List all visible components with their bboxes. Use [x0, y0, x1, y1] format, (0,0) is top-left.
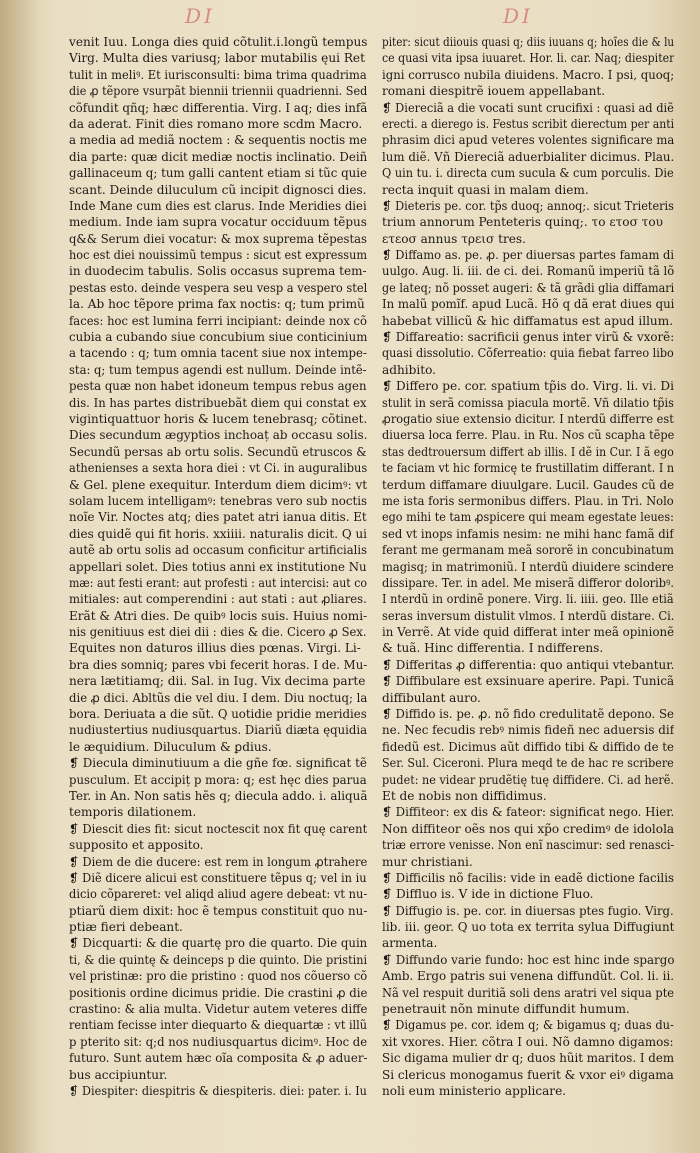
- text-line: supposito et apposito.: [69, 838, 204, 853]
- text-line: solam lucem intelligamꝰ: tenebras vero sub noctis: [69, 493, 367, 508]
- text-line: temporis dilationem.: [69, 805, 197, 820]
- text-line: le æquidium. Diluculum & ꝑdius.: [69, 739, 272, 754]
- text-line: diuersa loca ferre. Plau. in Ru. Nos cũ scapha tẽpe: [382, 428, 674, 443]
- text-line: ❡ Diffareatio: sacrificii genus inter virũ & vxorẽ:: [382, 330, 674, 345]
- text-line: ❡ Diem de die ducere: est rem in longum ꝓtrahere: [69, 854, 367, 869]
- text-line: ❡ Diẽ dicere alicui est constituere tẽpus q; vel in iu: [69, 870, 367, 885]
- text-line: recta inquit quasi in malam diem.: [382, 182, 589, 197]
- text-line: ꝓrogatio siue extensio dicitur. I nterdũ differre est: [382, 411, 674, 426]
- text-line: vel pristinæ: pro die pristino : quod nos cõuerso cõ: [69, 969, 367, 984]
- text-line: die ꝓ tẽpore vsurpãt biennii triennii quadrienni. Sed: [69, 84, 367, 99]
- text-line: ne. Nec fecudis rebꝰ nimis fideñ nec aduersis dif: [382, 723, 674, 738]
- text-line: die ꝓ dici. Abltũs die vel diu. I dem. Diu noctuq; la: [69, 690, 367, 705]
- text-line: noli eum ministerio applicare.: [382, 1084, 567, 1098]
- text-line: habebat villicũ & hic diffamatus est apud illum.: [382, 313, 674, 328]
- text-line: Secundũ persas ab ortu solis. Secundũ etruscos &: [69, 444, 367, 459]
- text-line: ❡ Dicquarti: & die quartę pro die quarto. Die quin: [69, 936, 367, 951]
- text-line: ❡ Diespiter: diespitris & diespiteris. diei: pater. i. Iu: [69, 1084, 367, 1098]
- running-head-right: DI: [503, 4, 533, 28]
- text-line: q&& Serum diei vocatur: & mox suprema tẽpestas: [69, 231, 367, 246]
- text-line: crastino: & alia multa. Videtur autem veteres diffe: [69, 1002, 367, 1017]
- text-line: & tuã. Hinc differentia. I ndifferens.: [382, 641, 604, 656]
- text-line: la. Ab hoc tẽpore prima fax noctis: q; tum primũ: [69, 297, 365, 312]
- left-column: [69, 34, 367, 1099]
- text-line: in duodecim tabulis. Solis occasus suprema tem-: [69, 264, 367, 279]
- text-line: Erãt & Atri dies. De quibꝰ locis suis. Huius nomi-: [69, 608, 367, 623]
- text-line: gallinaceum q; tum galli cantent etiam si tũc quie: [69, 166, 367, 181]
- text-line: ❡ Diffido is. pe. ꝓ. nõ fido credulitatẽ depono. Se: [382, 707, 674, 722]
- text-line: hoc est diei nouissimũ tempus : sicut est expressum: [69, 248, 367, 263]
- text-line: ❡ Diecula diminutiuum a die gñe fœ. significat tẽ: [69, 756, 367, 771]
- text-line: positionis ordine dicimus pridie. Die crastini ꝓ die: [69, 985, 367, 1000]
- text-line: romani diespitrẽ iouem appellabant.: [382, 84, 606, 99]
- text-line: sed vt inops infamis nesim: ne mihi hanc famã dif: [382, 526, 674, 541]
- text-line: igni corrusco nubila diuidens. Macro. I psi, quoq;: [382, 67, 674, 82]
- text-line: autẽ ab ortu solis ad occasum conficitur artificialis: [69, 543, 367, 558]
- text-line: a media ad mediã noctem : & sequentis noctis me: [69, 133, 367, 148]
- text-line: venit Iuu. Longa dies quid cõtulit.i.longũ tempus: [69, 35, 367, 49]
- text-line: scant. Deinde diluculum cũ incipit dignosci dies.: [69, 182, 367, 197]
- text-line: da aderat. Finit dies romano more scdm Macro.: [69, 116, 363, 131]
- right-column: [382, 34, 674, 1099]
- text-line: faces: hoc est lumina ferri incipiant: deinde nox cõ: [69, 313, 367, 328]
- text-line: Inde Mane cum dies est clarus. Inde Meridies diei: [69, 198, 367, 213]
- text-line: ❡ Diffiteor: ex dis & fateor: significat nego. Hier.: [382, 805, 674, 820]
- text-line: ❡ Dieteris pe. cor. tp̃s duoq; annoq;. sicut Trieteris: [382, 198, 674, 213]
- text-line: I nterdũ in ordinẽ ponere. Virg. li. iiii. geo. Ille etiã: [382, 592, 674, 607]
- text-line: Ser. Sul. Ciceroni. Plura meqd te de hac re scribere: [382, 756, 674, 771]
- text-line: Ter. in An. Non satis hẽs q; diecula addo. i. aliquã: [69, 788, 367, 803]
- text-line: ferant me germanam meã sororẽ in concubinatum: [382, 543, 674, 558]
- text-line: phrasim dici apud veteres volentes significare ma: [382, 133, 674, 148]
- text-line: bus accipiuntur.: [69, 1067, 168, 1082]
- text-line: Si clericus monogamus fuerit & vxor eiꝰ digama: [382, 1067, 674, 1082]
- text-line: penetrauit nõn minute diffundit humum.: [382, 1002, 630, 1017]
- text-line: ❡ Difficilis nõ facilis: vide in eadẽ dictione facilis: [382, 870, 674, 885]
- text-line: trium annorum Penteteris quinq;. το ετοσ του: [382, 215, 664, 230]
- text-line: dis. In has partes distribuebãt diem qui constat ex: [69, 395, 367, 410]
- text-line: lum diẽ. Vñ Diereciã aduerbialiter dicimus. Plau.: [382, 149, 674, 164]
- text-line: pesta quæ non habet idoneum tempus rebus agen: [69, 379, 367, 394]
- text-line: ❡ Diffundo varie fundo: hoc est hinc inde spargo: [382, 952, 674, 967]
- text-line: & Gel. plene exequitur. Interdum diem dicimꝰ: vt: [69, 477, 367, 492]
- text-line: Virg. Multa dies variusq; labor mutabilis ęui Ret: [69, 51, 365, 66]
- text-line: diffibulant auro.: [382, 690, 481, 705]
- text-line: nudiustertius nudiusquartus. Diariũ diæta ęquidia: [69, 723, 367, 738]
- text-line: tulit in meliꝰ. Et iurisconsulti: bima trima quadrima: [69, 67, 367, 82]
- text-line: magisq; in matrimoniũ. I nterdũ diuidere scindere: [382, 559, 674, 574]
- text-line: dicio cõpareret: vel aliqd aliud agere debeat: vt nu-: [69, 887, 367, 902]
- text-line: ti, & die quintę & deinceps p die quinto. Die pristini: [69, 952, 367, 967]
- text-line: pestas esto. deinde vespera seu vesp a vespero stel: [69, 280, 367, 295]
- text-line: ce quasi vita ipsa iuuaret. Hor. li. car. Naq; diespiter: [382, 51, 674, 66]
- text-line: dia parte: quæ dicit mediæ noctis inclinatio. Deiñ: [69, 149, 367, 164]
- text-line: sta: q; tum tempus agendi est nullum. Deinde intẽ-: [69, 362, 367, 377]
- text-line: mæ: aut festi erant: aut profesti : aut intercisi: aut co: [69, 575, 367, 590]
- text-line: appellari solet. Dies totius anni ex institutione Nu: [69, 559, 367, 574]
- text-line: dissipare. Ter. in adel. Me miserã differor doloribꝰ.: [382, 575, 674, 590]
- text-line: ❡ Diffugio is. pe. cor. in diuersas ptes fugio. Virg.: [382, 903, 674, 918]
- text-line: p pterito sit: q;d nos nudiusquartus dicimꝰ. Hoc de: [69, 1034, 367, 1049]
- text-line: a tacendo : q; tum omnia tacent siue nox intempe-: [69, 346, 367, 361]
- text-line: triæ errore venisse. Non enĩ nascimur: sed renasci-: [382, 838, 674, 853]
- text-line: nera lætitiamq; dii. Sal. in Iug. Vix decima parte: [69, 674, 366, 689]
- text-line: ❡ Diffluo is. V ide in dictione Fluo.: [382, 887, 594, 902]
- text-line: xit vxores. Hier. cõtra I oui. Nõ damno digamos:: [382, 1034, 674, 1049]
- text-line: Nã vel respuit duritiã soli dens aratri vel siqua pte: [382, 985, 674, 1000]
- binding-shadow: [0, 0, 40, 1153]
- text-line: ego mihi te tam ꝓspicere qui meam egestate leues:: [382, 510, 674, 525]
- text-line: ❡ Digamus pe. cor. idem q; & bigamus q; duas du-: [382, 1018, 674, 1033]
- text-line: mur christiani.: [382, 854, 473, 869]
- text-line: te faciam vt hic formicę te frustillatim differant. I n: [382, 461, 674, 476]
- text-line: cõfundit qñq; hæc differentia. Virg. I aq; dies infã: [69, 100, 367, 115]
- text-line: Sic digama mulier dr q; duos hũit maritos. I dem: [382, 1051, 674, 1066]
- text-line: seras inversum distulit vlmos. I nterdũ distare. Ci.: [382, 608, 674, 623]
- text-line: terdum diffamare diuulgare. Lucil. Gaudes cũ de: [382, 477, 674, 492]
- text-line: me ista foris sermonibus differs. Plau. in Tri. Nolo: [382, 493, 674, 508]
- text-line: dies quidẽ qui fit horis. xxiiii. naturalis dicit. Q ui: [69, 526, 367, 541]
- text-line: ετεοσ annus τρεισ tres.: [382, 231, 526, 246]
- text-line: rentiam fecisse inter diequarto & diequartæ : vt illũ: [69, 1018, 367, 1033]
- text-line: pusculum. Et accipiț p mora: q; est hęc dies parua: [69, 772, 367, 787]
- text-line: uulgo. Aug. li. iii. de ci. dei. Romanũ imperiũ tã lõ: [382, 264, 674, 279]
- text-line: in Verrẽ. At vide quid differat inter meã opinionẽ: [382, 625, 674, 640]
- text-line: stas dedtrouersum differt ab illis. I dẽ in Cur. I ã ego: [382, 444, 674, 459]
- text-line: Amb. Ergo patris sui venena diffundũt. Col. li. ii.: [382, 969, 674, 984]
- text-line: pudet: ne videar prudẽtię tuę diffidere. Ci. ad herẽ.: [382, 772, 674, 787]
- text-line: cubia a cubando siue concubium siue conticinium: [69, 330, 367, 345]
- text-line: Non diffiteor oẽs nos qui xp̃o credimꝰ de idolola: [382, 821, 674, 836]
- text-line: adhibito.: [382, 362, 436, 377]
- text-line: bra dies somniq; pares vbi fecerit horas. I de. Mu-: [69, 657, 367, 672]
- text-line: ptiarũ diem dixit: hoc ẽ tempus constituit quo nu-: [69, 903, 367, 918]
- text-line: nis genitiuus est diei dii : dies & die. Cicero ꝓ Sex.: [69, 625, 367, 640]
- text-line: ❡ Diffamo as. pe. ꝓ. per diuersas partes famam di: [382, 248, 674, 263]
- text-line: athenienses a sexta hora diei : vt Ci. in auguralibus: [69, 461, 367, 476]
- text-line: ptiæ fieri debeant.: [69, 920, 183, 935]
- text-line: futuro. Sunt autem hæc oĩa composita & ꝓ aduer-: [69, 1051, 367, 1066]
- text-line: Et de nobis non diffidimus.: [382, 788, 547, 803]
- text-line: quasi dissolutio. Cõferreatio: quia fiebat farreo libo: [382, 346, 674, 361]
- text-line: stulit in serã comissa piacula mortẽ. Vñ dilatio tp̃is: [382, 395, 674, 410]
- running-head-left: DI: [185, 4, 215, 28]
- text-line: piter: sicut diiouis quasi q; diis iuuans q; hoĩes die & lu: [382, 35, 674, 49]
- text-line: noĩe Vir. Noctes atq; dies patet atri ianua ditis. Et: [69, 510, 367, 525]
- text-line: medium. Inde iam supra vocatur occiduum tẽpus: [69, 215, 367, 230]
- text-line: ❡ Diereciã a die vocati sunt crucifixi : quasi ad diẽ: [382, 100, 674, 115]
- text-line: ❡ Differitas ꝓ differentia: quo antiqui vtebantur.: [382, 657, 674, 672]
- text-line: lib. iii. geor. Q uo tota ex territa sylua Diffugiunt: [382, 920, 674, 935]
- text-line: Q uin tu. i. directa cum sucula & cum porculis. Die: [382, 166, 674, 181]
- text-line: mitiales: aut comperendini : aut stati : aut ꝓliares.: [69, 592, 367, 607]
- text-line: vigintiquattuor horis & lucem tenebrasq; cõtinet.: [69, 411, 367, 426]
- text-line: ❡ Differo pe. cor. spatium tp̃is do. Virg. li. vi. Di: [382, 379, 674, 394]
- text-line: armenta.: [382, 936, 438, 951]
- text-line: fidedũ est. Dicimus aũt diffido tibi & diffido de te: [382, 739, 674, 754]
- text-line: Equites non daturos illius dies pœnas. Virgi. Li-: [69, 641, 361, 656]
- text-line: In malũ pomĩf. apud Lucã. Hõ q dã erat diues qui: [382, 297, 674, 312]
- text-line: bora. Deriuata a die sũt. Q uotidie pridie meridies: [69, 707, 367, 722]
- text-line: ge lateq; nõ posset augeri: & tã grãdi glia diffamari: [382, 280, 674, 295]
- text-line: ❡ Diffibulare est exsinuare aperire. Papi. Tunicã: [382, 674, 674, 689]
- text-line: Dies secundum ægyptios inchoaț ab occasu solis.: [69, 428, 367, 443]
- text-line: erecti. a dierego is. Festus scribit dierectum per anti: [382, 116, 674, 131]
- text-line: ❡ Diescit dies fit: sicut noctescit nox fit quę carent: [69, 821, 367, 836]
